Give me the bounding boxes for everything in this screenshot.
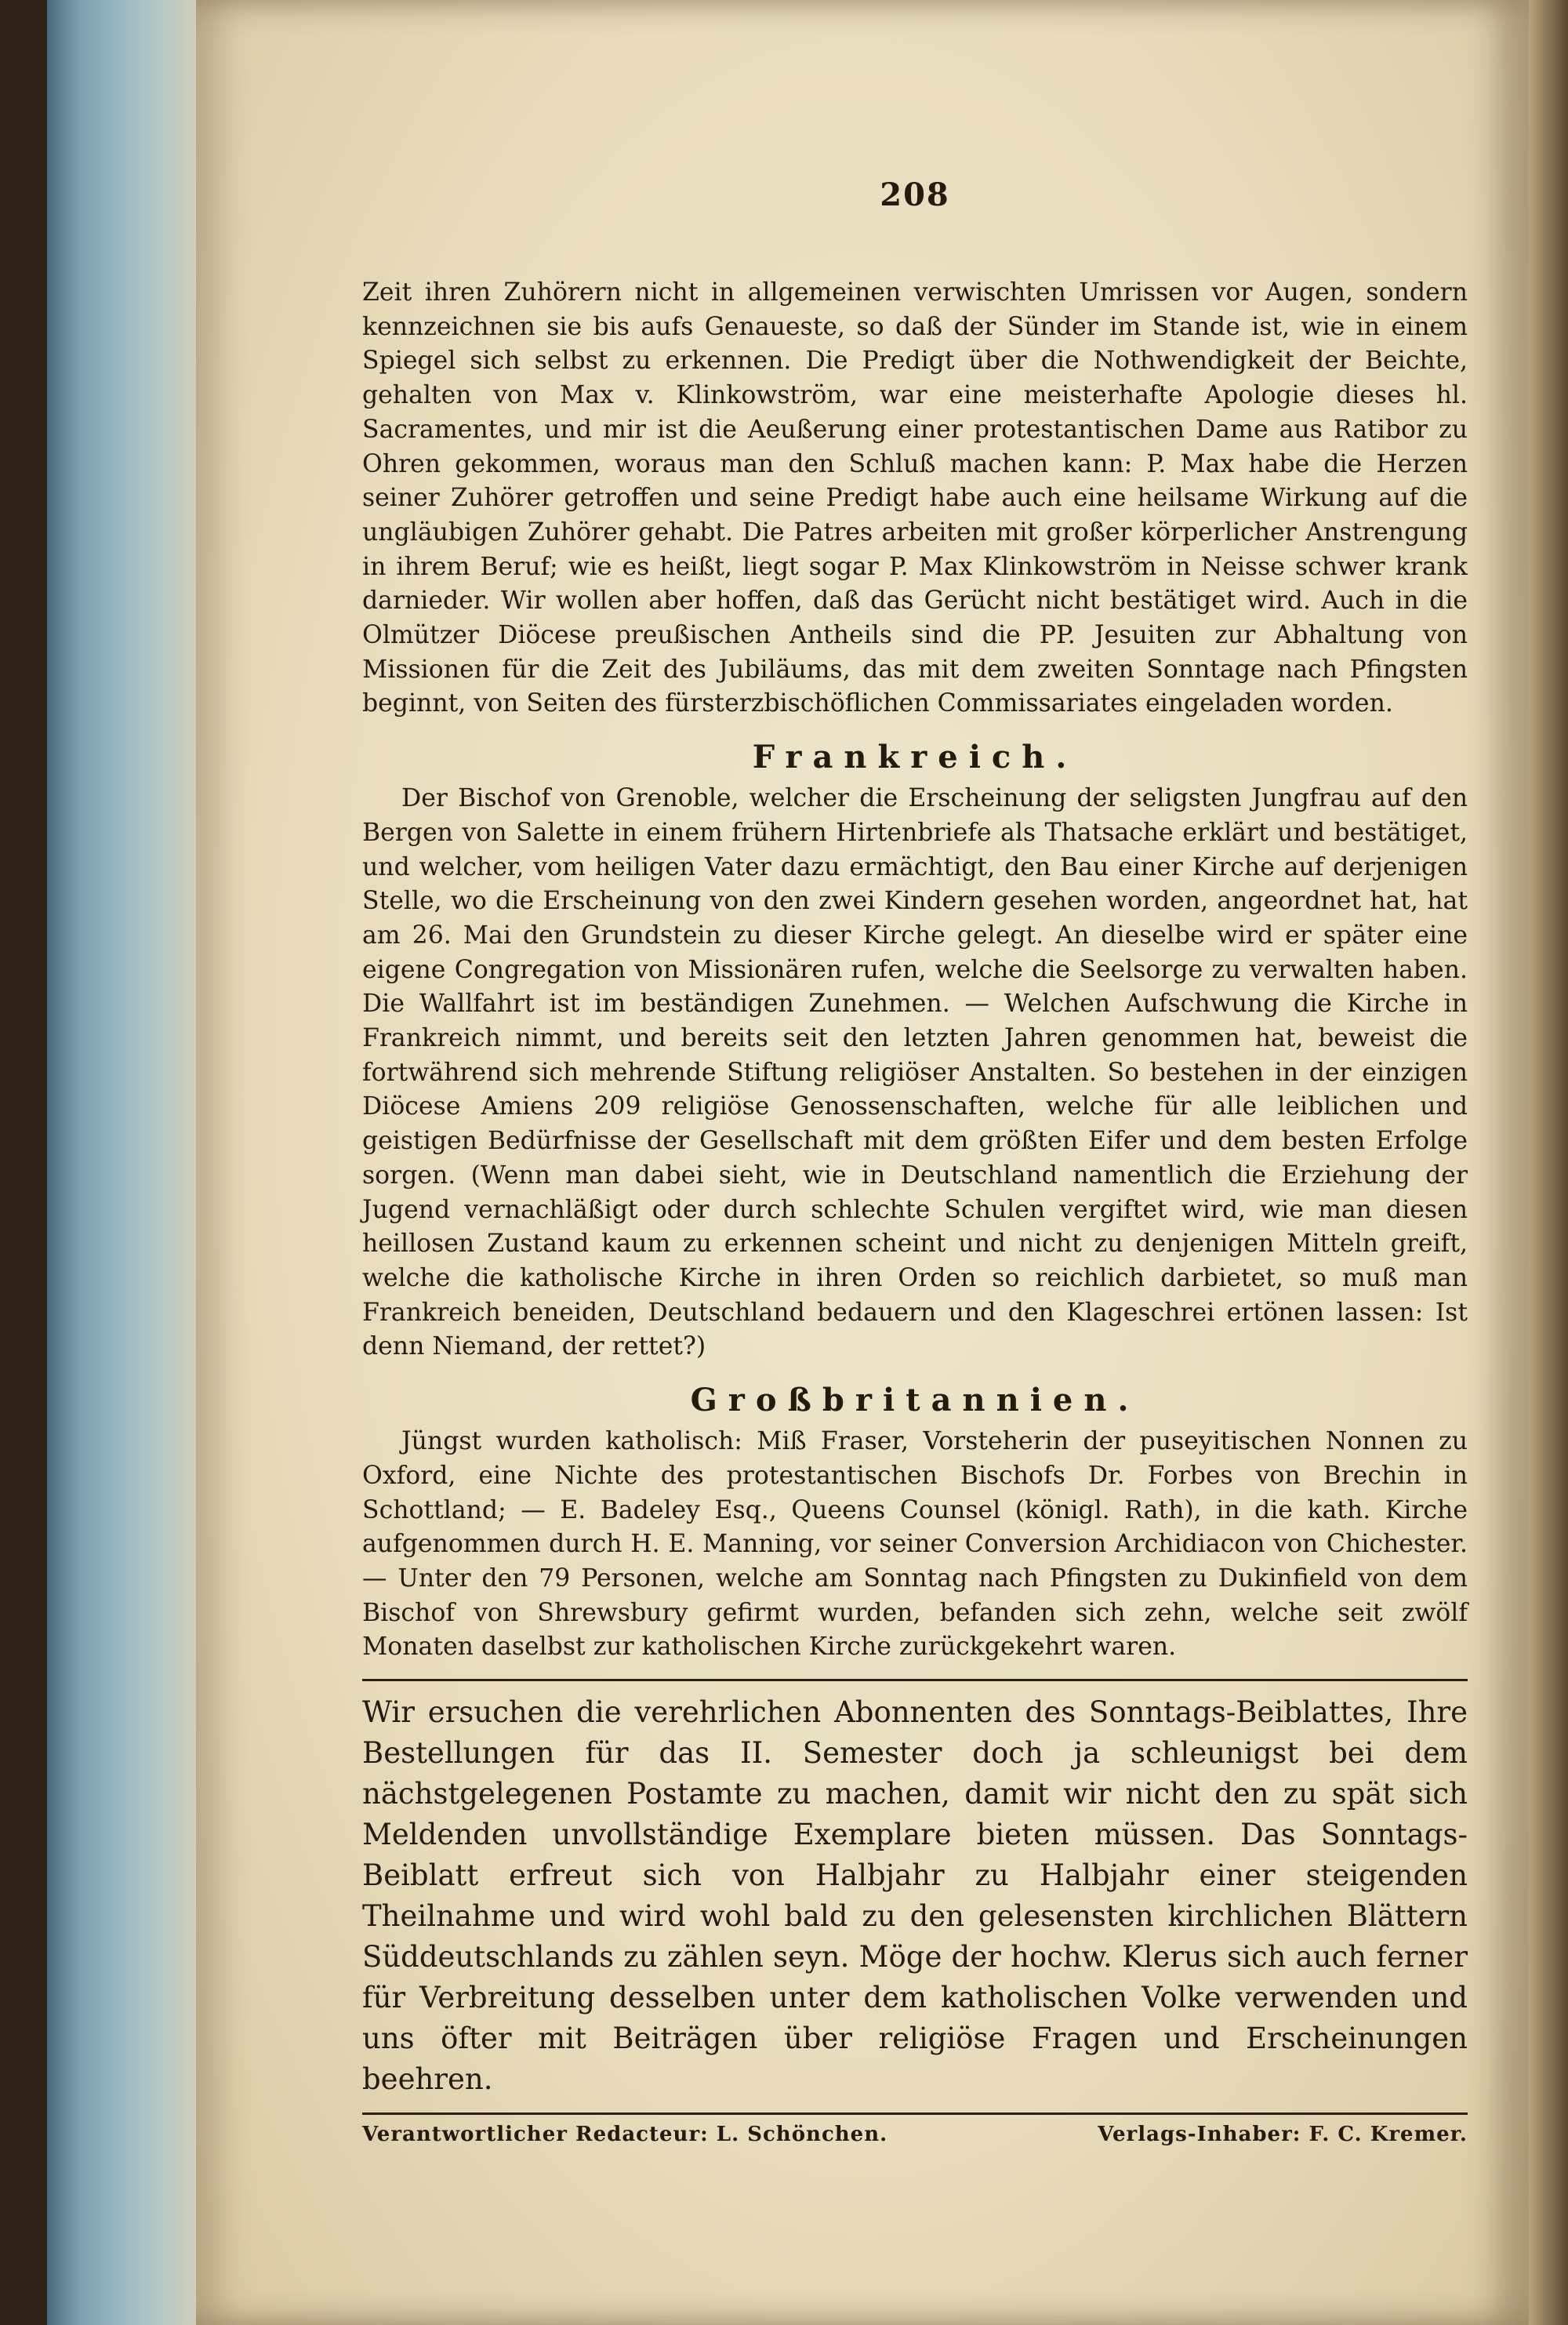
subscription-notice [362, 1692, 1468, 2100]
notice-text: Wir ersuchen die verehrlichen Abonnenten des Sonntags-Beiblattes, Ihre Bestellungen für das II. Semester doch ja schleunigst bei dem nächstgelegenen Postamte zu machen, damit wir nicht den zu spät sich Meldenden unvollständige Exemplare bieten müssen. Das Sonntags-Beiblatt erfreut sich von Halbjahr zu Halbjahr einer steigenden Theilnahme und wird wohl bald zu den gelesensten kirchlichen Blättern Süddeutschlands zu zählen seyn. Möge der hochw. Klerus sich auch ferner für Verbreitung desselben unter dem katholischen Volke verwenden und uns öfter mit Beiträgen über religiöse Fragen und Erscheinungen beehren. [362, 1695, 1468, 2097]
section-heading-grossbritannien: Großbritannien. [690, 1382, 1140, 1419]
paragraph-grossbritannien: Jüngst wurden katholisch: Miß Fraser, Vorsteherin der puseyitischen Nonnen zu Oxford, eine Nichte des protestantischen Bischofs Dr. Forbes von Brechin in Schottland; — E. Badeley Esq., Queens Counsel (königl. Rath), in die kath. Kirche aufgenommen durch H. E. Manning, vor seiner Conversion Archidiacon von Chichester. — Unter den 79 Personen, welche am Sonntag nach Pfingsten zu Dukinfield von dem Bischof von Shrewsbury gefirmt wurden, befanden sich zehn, welche seit zwölf Monaten daselbst zur katholischen Kirche zurückgekehrt waren. [362, 1427, 1468, 1662]
footer-editor: Verantwortlicher Redacteur: L. Schönchen. [362, 2123, 888, 2147]
section-heading-frankreich: Frankreich. [752, 739, 1078, 776]
book-spine [47, 0, 212, 2325]
paragraph-continuation: Zeit ihren Zuhörern nicht in allgemeinen verwischten Umrissen vor Augen, sondern kennzeichnen sie bis aufs Genaueste, so daß der Sünder im Stande ist, wie in einem Spiegel sich selbst zu erkennen. Die Predigt über die Nothwendigkeit der Beichte, gehalten von Max v. Klinkowström, war eine meisterhafte Apologie dieses hl. Sacramentes, und mir ist die Aeußerung einer protestantischen Dame aus Ratibor zu Ohren gekommen, woraus man den Schluß machen kann: P. Max habe die Herzen seiner Zuhörer getroffen und seine Predigt habe auch eine heilsame Wirkung auf die ungläubigen Zuhörer gehabt. Die Patres arbeiten mit großer körperlicher Anstrengung in ihrem Beruf; wie es heißt, liegt sogar P. Max Klinkowström in Neisse schwer krank darnieder. Wir wollen aber hoffen, daß das Gerücht nicht bestätiget wird. Auch in die Olmützer Diöcese preußischen Antheils sind die PP. Jesuiten zur Abhaltung von Missionen für die Zeit des Jubiläums, das mit dem zweiten Sonntage nach Pfingsten beginnt, von Seiten des fürsterzbischöflichen Commissariates eingeladen worden. [362, 278, 1468, 718]
page-edge [1529, 0, 1568, 2325]
page-content [362, 176, 1468, 2146]
divider [362, 1679, 1468, 1681]
page-number: 208 [880, 176, 950, 213]
paragraph-frankreich: Der Bischof von Grenoble, welcher die Erscheinung der seligsten Jungfrau auf den Bergen von Salette in einem frühern Hirtenbriefe als Thatsache erklärt und bestätiget, und welcher, vom heiligen Vater dazu ermächtigt, den Bau einer Kirche auf derjenigen Stelle, wo die Erscheinung von den zwei Kindern gesehen worden, angeordnet hat, hat am 26. Mai den Grundstein zu dieser Kirche gelegt. An dieselbe wird er später eine eigene Congregation von Missionären rufen, welche die Seelsorge zu verwalten haben. Die Wallfahrt ist im beständigen Zunehmen. — Welchen Aufschwung die Kirche in Frankreich nimmt, und bereits seit den letzten Jahren genommen hat, beweist die fortwährend sich mehrende Stiftung religiöser Anstalten. So bestehen in der einzigen Diöcese Amiens 209 religiöse Genossenschaften, welche für alle leiblichen und geistigen Bedürfnisse der Gesellschaft mit dem größten Eifer und dem besten Erfolge sorgen. (Wenn man dabei sieht, wie in Deutschland namentlich die Erziehung der Jugend vernachläßigt oder durch schlechte Schulen vergiftet wird, wie man diesen heillosen Zustand kaum zu erkennen scheint und nicht zu denjenigen Mitteln greift, welche die katholische Kirche in ihren Orden so reichlich darbietet, so muß man Frankreich beneiden, Deutschland bedauern und den Klageschrei ertönen lassen: Ist denn Niemand, der rettet?) [362, 784, 1468, 1361]
footer-publisher: Verlags-Inhaber: F. C. Kremer. [1098, 2123, 1468, 2147]
page-footer [362, 2112, 1468, 2146]
